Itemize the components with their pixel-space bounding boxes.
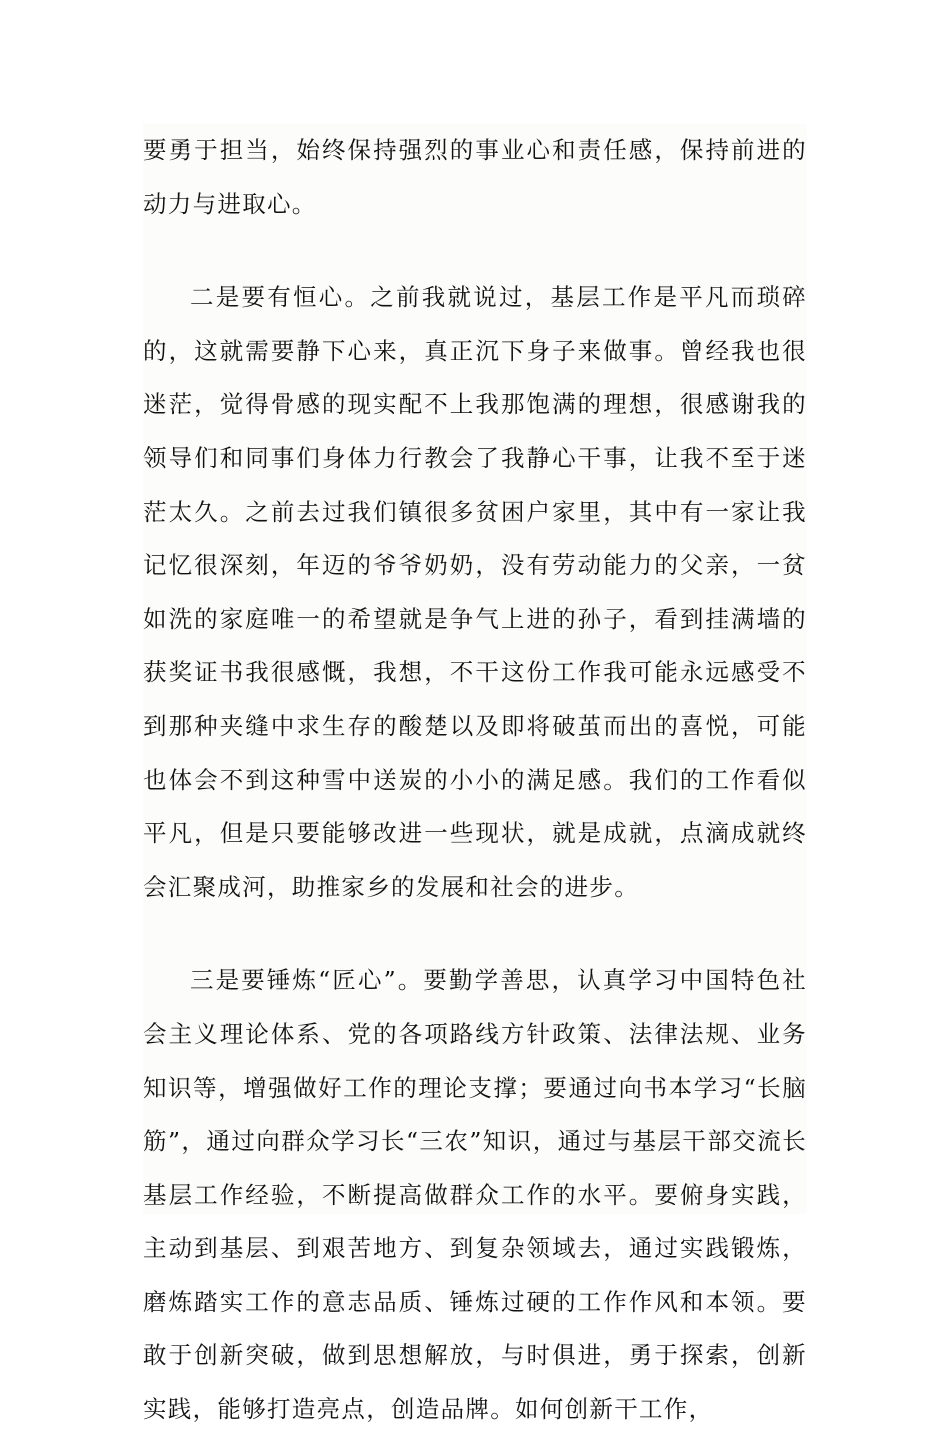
paragraph-gap [143,914,807,954]
document-body [143,124,807,1424]
paragraph-perseverance: 二是要有恒心。之前我就说过，基层工作是平凡而琐碎的，这就需要静下心来，真正沉下身子来做事。曾经我也很迷茫，觉得骨感的现实配不上我那饱满的理想，很感谢我的领导们和同事们身体力行教会了我静心干事，让我不至于迷茫太久。之前去过我们镇很多贫困户家里，其中有一家让我记忆很深刻，年迈的爷爷奶奶，没有劳动能力的父亲，一贫如洗的家庭唯一的希望就是争气上进的孙子，看到挂满墙的获奖证书我很感慨，我想，不干这份工作我可能永远感受不到那种夹缝中求生存的酸楚以及即将破茧而出的喜悦，可能也体会不到这种雪中送炭的小小的满足感。我们的工作看似平凡，但是只要能够改进一些现状，就是成就，点滴成就终会汇聚成河，助推家乡的发展和社会的进步。 [143,283,807,901]
paragraph-craftsmanship: 三是要锤炼“匠心”。要勤学善思，认真学习中国特色社会主义理论体系、党的各项路线方针政策、法律法规、业务知识等，增强做好工作的理论支撑；要通过向书本学习“长脑筋”，通过向群众学习长“三农”知识，通过与基层干部交流长基层工作经验，不断提高做群众工作的水平。要俯身实践，主动到基层、到艰苦地方、到复杂领域去，通过实践锻炼，磨炼踏实工作的意志品质、锤炼过硬的工作作风和本领。要敢于创新突破，做到思想解放，与时俱进，勇于探索，创新实践，能够打造亮点，创造品牌。如何创新干工作， [143,966,807,1424]
paragraph-gap [143,231,807,271]
paragraph-continuation: 要勇于担当，始终保持强烈的事业心和责任感，保持前进的动力与进取心。 [143,136,807,218]
